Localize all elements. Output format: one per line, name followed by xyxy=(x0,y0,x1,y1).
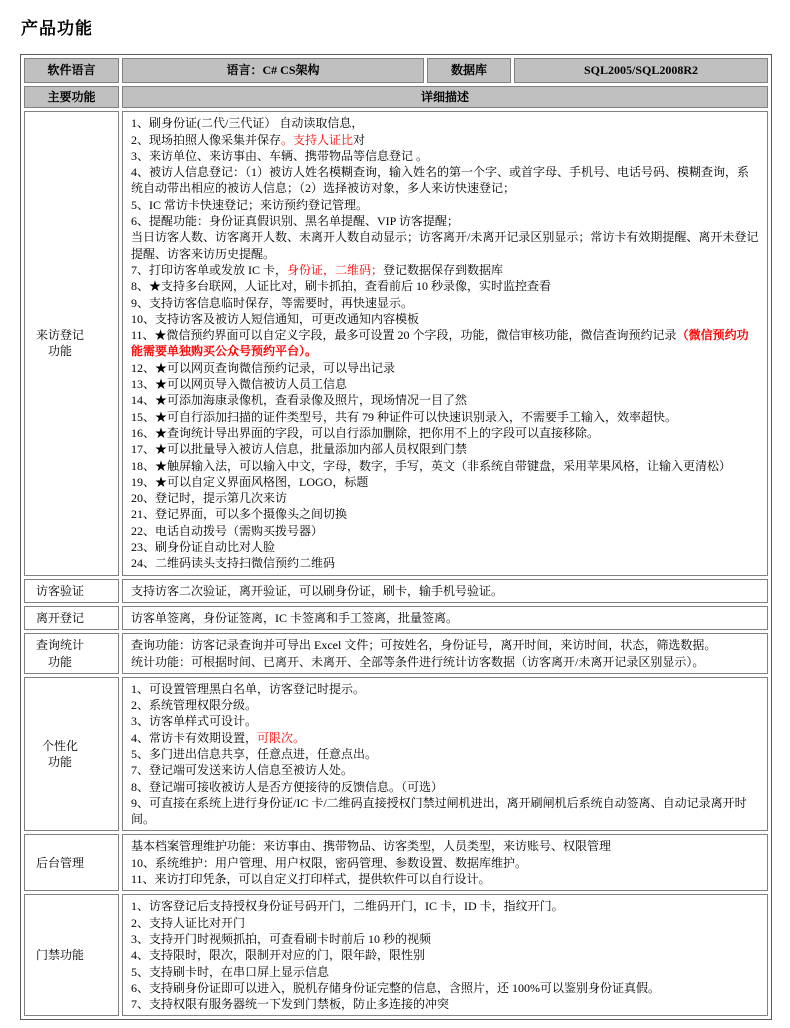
feature-line xyxy=(131,213,760,229)
feature-line xyxy=(131,654,760,670)
feature-text: 11、来访打印凭条，可以自定义打印样式，提供软件可以自行设计。 xyxy=(131,872,491,887)
feature-text: 21、登记界面，可以多个摄像头之间切换 xyxy=(131,507,348,522)
feature-text: 8、★支持多台联网，人证比对，刷卡抓拍，查看前后 10 秒录像，实时监控查看 xyxy=(131,279,552,294)
section-label-line: 功能 xyxy=(47,755,72,770)
feature-text: 22、电话自动拨号（需购买拨号器） xyxy=(131,523,324,538)
feature-text: 5、多门进出信息共享，任意点进，任意点出。 xyxy=(131,746,378,761)
feature-line xyxy=(131,441,760,457)
feature-text: 2、系统管理权限分级。 xyxy=(131,698,258,713)
feature-text: 12、★可以网页查询微信预约记录，可以导出记录 xyxy=(131,360,396,375)
feature-line xyxy=(131,996,760,1012)
feature-text: 1、可设置管理黑白名单，访客登记时提示。 xyxy=(131,681,366,696)
section-label-line: 来访登记 xyxy=(35,328,84,343)
feature-line xyxy=(131,164,760,197)
feature-line xyxy=(131,713,760,729)
feature-text: 11、★微信预约界面可以自定义字段，最多可设置 20 个字段，功能，微信审核功能，微信查询预约记录 xyxy=(131,328,677,343)
feature-line xyxy=(131,871,760,887)
feature-text: 23、刷身份证自动比对人脸 xyxy=(131,540,276,555)
section-content-visit-registration xyxy=(122,111,768,575)
feature-text: 14、★可添加海康录像机，查看录像及照片，现场情况一目了然 xyxy=(131,393,468,408)
feature-line xyxy=(131,523,760,539)
feature-line xyxy=(131,115,760,131)
feature-line xyxy=(131,555,760,571)
section-label-access-control xyxy=(24,894,119,1016)
feature-text: 13、★可以网页导入微信被访人员工信息 xyxy=(131,377,348,392)
feature-text: 查询功能：访客记录查询并可导出 Excel 文件；可按姓名，身份证号，离开时间，来访时间，状态，筛选数据。 xyxy=(131,638,717,653)
feature-line xyxy=(131,197,760,213)
section-row-visit-registration xyxy=(24,111,768,575)
feature-text: 20、登记时，提示第几次来访 xyxy=(131,491,288,506)
feature-line xyxy=(131,583,760,599)
feature-line xyxy=(131,681,760,697)
section-content-backend-management xyxy=(122,834,768,891)
section-label-line: 门禁功能 xyxy=(35,948,84,963)
section-label-line: 个性化 xyxy=(41,738,78,753)
feature-line xyxy=(131,539,760,555)
feature-line xyxy=(131,229,760,262)
section-label-query-statistics xyxy=(24,633,119,674)
feature-text: 1、访客登记后支持授权身份证号码开门，二维码开门，IC 卡，ID 卡，指纹开门。 xyxy=(131,899,564,914)
section-label-line: 离开登记 xyxy=(35,610,84,625)
feature-text: 7、登记端可发送来访人信息至被访人处。 xyxy=(131,763,354,778)
feature-line xyxy=(131,132,760,148)
feature-line xyxy=(131,730,760,746)
feature-text: 18、★触屏输入法，可以输入中文，字母，数字，手写，英文（非系统自带键盘，采用苹果风格，让输入更清松） xyxy=(131,458,732,473)
feature-line xyxy=(131,915,760,931)
feature-line xyxy=(131,278,760,294)
section-label-checkout-registration xyxy=(24,606,119,630)
page-title: 产品功能 xyxy=(21,19,93,38)
feature-line xyxy=(131,980,760,996)
header-detail-description: 详细描述 xyxy=(122,86,768,108)
header-software-language: 软件语言 xyxy=(24,58,119,83)
section-label-line: 访客验证 xyxy=(35,583,84,598)
feature-text: 统计功能：可根据时间、已离开、未离开、全部等条件进行统计访客数据（访客离开/未离开记录区别显示）。 xyxy=(131,654,705,669)
feature-line xyxy=(131,855,760,871)
feature-text: 9、支持访客信息临时保存，等需要时，再快速显示。 xyxy=(131,295,414,310)
feature-line xyxy=(131,931,760,947)
section-row-query-statistics xyxy=(24,633,768,674)
header-language-value: 语言：C# CS架构 xyxy=(122,58,424,83)
feature-line xyxy=(131,376,760,392)
section-content-personalization xyxy=(122,677,768,832)
section-label-line: 功能 xyxy=(47,344,72,359)
feature-text: 3、来访单位、来访事由、车辆、携带物品等信息登记 。 xyxy=(131,148,429,163)
section-label-backend-management xyxy=(24,834,119,891)
feature-line xyxy=(131,311,760,327)
table-header-row-1 xyxy=(24,58,768,83)
feature-text: 支持访客二次验证，离开验证，可以刷身份证，刷卡，输手机号验证。 xyxy=(131,583,504,598)
feature-text: 对 xyxy=(353,132,366,147)
feature-line xyxy=(131,425,760,441)
section-label-line: 功能 xyxy=(47,654,72,669)
feature-line xyxy=(131,838,760,854)
section-content-access-control xyxy=(122,894,768,1016)
section-row-backend-management xyxy=(24,834,768,891)
feature-line xyxy=(131,148,760,164)
feature-line xyxy=(131,458,760,474)
feature-text-highlight: 身份证，二维码； xyxy=(287,262,384,277)
feature-text: 10、支持访客及被访人短信通知，可更改通知内容模板 xyxy=(131,311,420,326)
feature-text: 10、系统维护：用户管理、用户权限，密码管理、参数设置、数据库维护。 xyxy=(131,855,528,870)
feature-line xyxy=(131,947,760,963)
feature-text: 8、登记端可接收被访人是否方便接待的反馈信息。（可选） xyxy=(131,779,444,794)
feature-line xyxy=(131,506,760,522)
feature-text: 6、支持刷身份证即可以进入，脱机存储身份证完整的信息，含照片，还 100%可以鉴别身份证真假。 xyxy=(131,980,660,995)
header-database-value: SQL2005/SQL2008R2 xyxy=(514,58,768,83)
section-row-visitor-verification xyxy=(24,579,768,603)
feature-line xyxy=(131,295,760,311)
feature-text: 6、提醒功能：身份证真假识别、黑名单提醒、VIP 访客提醒； xyxy=(131,214,459,229)
section-label-personalization xyxy=(24,677,119,832)
feature-text: 访客单签离，身份证签离，IC 卡签离和手工签离，批量签离。 xyxy=(131,610,459,625)
feature-text: 17、★可以批量导入被访人信息，批量添加内部人员权限到门禁 xyxy=(131,442,468,457)
feature-text: 4、支持限时，限次，限制开对应的门，限年龄，限性别 xyxy=(131,948,426,963)
section-label-line: 查询统计 xyxy=(35,638,84,653)
feature-text-highlight: 。支持人证比 xyxy=(281,132,354,147)
section-content-checkout-registration xyxy=(122,606,768,630)
feature-text: 24、二维码读头支持扫微信预约二维码 xyxy=(131,556,336,571)
feature-line xyxy=(131,779,760,795)
table-header-row-2 xyxy=(24,86,768,108)
section-content-query-statistics xyxy=(122,633,768,674)
feature-text: 7、打印访客单或发放 IC 卡， xyxy=(131,262,288,277)
feature-text: 7、支持权限有服务器统一下发到门禁板，防止多连接的冲突 xyxy=(131,997,450,1012)
feature-text: 16、★查询统计导出界面的字段，可以自行添加删除，把你用不上的字段可以直接移除。 xyxy=(131,425,600,440)
header-database: 数据库 xyxy=(427,58,511,83)
section-content-visitor-verification xyxy=(122,579,768,603)
feature-line xyxy=(131,327,760,360)
feature-text: 3、支持开门时视频抓拍，可查看刷卡时前后 10 秒的视频 xyxy=(131,931,432,946)
feature-line xyxy=(131,762,760,778)
header-main-function: 主要功能 xyxy=(24,86,119,108)
feature-line xyxy=(131,409,760,425)
feature-text: 19、★可以自定义界面风格图，LOGO，标题 xyxy=(131,474,369,489)
feature-line xyxy=(131,746,760,762)
feature-line xyxy=(131,697,760,713)
feature-text: 9、可直接在系统上进行身份证/IC 卡/二维码直接授权门禁过闸机进出，离开刷闸机后系统自动签离、自动记录离开时间。 xyxy=(131,795,747,827)
feature-text: 4、被访人信息登记：（1）被访人姓名模糊查询，输入姓名的第一个字、或首字母、手机号、电话号码、模糊查询，系统自动带出相应的被访人信息；（2）选择被访对象，多人来访快速登记； xyxy=(131,165,750,196)
feature-line xyxy=(131,964,760,980)
section-row-checkout-registration xyxy=(24,606,768,630)
feature-text-highlight: 可限次。 xyxy=(257,730,306,745)
section-label-visitor-verification xyxy=(24,579,119,603)
feature-text: 当日访客人数、访客离开人数、未离开人数自动显示；访客离开/未离开记录区别显示；常访卡有效期提醒、离开未登记提醒、访客来访历史提醒。 xyxy=(131,230,759,261)
feature-line xyxy=(131,490,760,506)
section-label-visit-registration xyxy=(24,111,119,575)
section-row-access-control xyxy=(24,894,768,1016)
feature-text: 15、★可自行添加扫描的证件类型号，共有 79 种证件可以快速识别录入，不需要手工输入，效率超快。 xyxy=(131,409,678,424)
feature-line xyxy=(131,898,760,914)
feature-line xyxy=(131,392,760,408)
feature-text: 4、常访卡有效期设置， xyxy=(131,730,258,745)
feature-line xyxy=(131,637,760,653)
product-features-table xyxy=(20,54,772,1020)
section-row-personalization xyxy=(24,677,768,832)
feature-text: 2、现场拍照人像采集并保存 xyxy=(131,132,282,147)
feature-line xyxy=(131,262,760,278)
feature-text: 2、支持人证比对开门 xyxy=(131,915,246,930)
feature-line xyxy=(131,795,760,828)
feature-text-highlight: （微信预约功能需要单独购买公众号预约平台）。 xyxy=(131,328,749,359)
feature-line xyxy=(131,360,760,376)
feature-text: 1、刷身份证(二代/三代证） 自动读取信息， xyxy=(131,116,364,131)
feature-text: 5、支持刷卡时，在串口屏上显示信息 xyxy=(131,964,330,979)
feature-line xyxy=(131,610,760,626)
feature-text: 登记数据保存到数据库 xyxy=(383,262,504,277)
feature-text: 5、IC 常访卡快速登记；来访预约登记管理。 xyxy=(131,197,369,212)
feature-text: 基本档案管理维护功能：来访事由、携带物品、访客类型，人员类型，来访账号、权限管理 xyxy=(131,839,612,854)
feature-text: 3、访客单样式可设计。 xyxy=(131,714,258,729)
section-label-line: 后台管理 xyxy=(35,855,84,870)
feature-line xyxy=(131,474,760,490)
